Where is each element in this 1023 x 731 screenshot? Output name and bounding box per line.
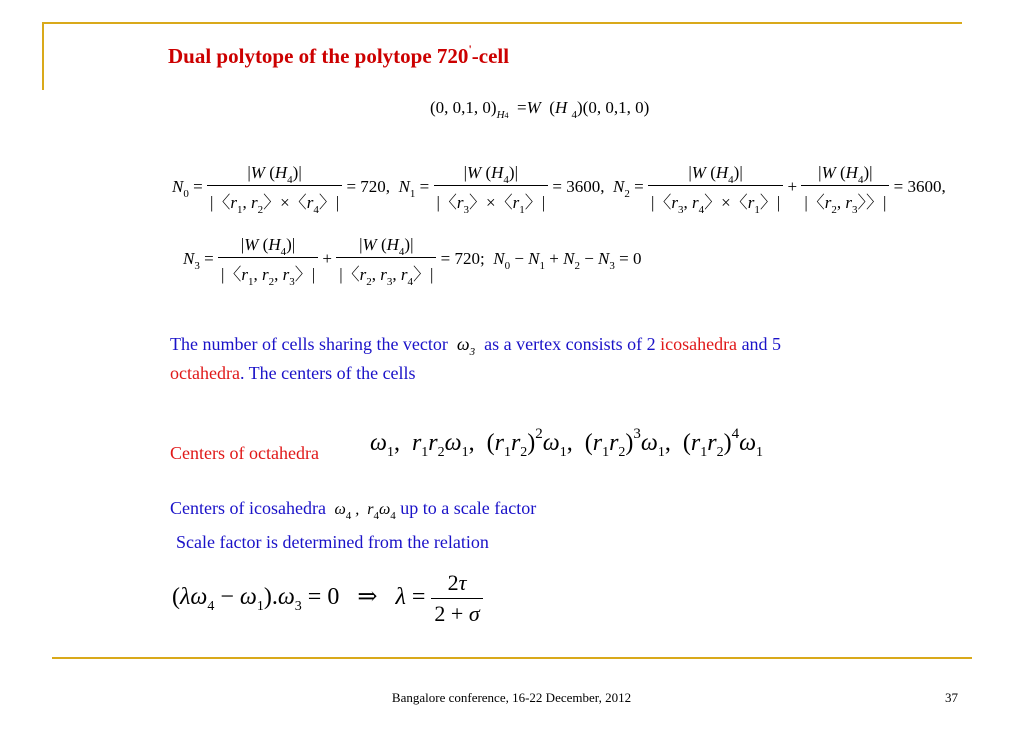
icosahedra-centers-label: Centers of icosahedra [170,498,326,518]
top-rule [42,22,962,24]
omega-subscript: 3 [469,346,476,358]
and-five: and 5 [741,334,782,354]
equation-n0-n1-n2: $N_0$ = $\frac{|W (H_4)|}{|〈r_1, r_2〉\times〈r_4〉|}$ = 720, $N_1$ = $\frac{|W (H_4)|}{|〈r_3〉\times〈r_1〉|}$ = 3600, $N_2$ = $\frac{|W (H_4)|}{|〈r_3, r_4〉\times〈r_1〉|}$ + $\frac{|W (H_4)|}{|〈r_2, r_3〉〉|}$ = 3600, [172,163,946,216]
footer-text: Bangalore conference, 16-22 December, 2012 [391,690,632,705]
octahedra-word: octahedra [170,363,240,383]
omega-symbol: ω [456,334,470,354]
page-number: 37 [945,690,958,705]
scale-relation-formula: $(\lambda\omega_4 - \omega_1).\omega_3 = 0$ ⇒ λ = $\frac{2\tau}{2 + \sigma}$ [172,570,483,627]
left-rule [42,22,44,90]
equation-n3-euler: $N_3$ = $\frac{|W (H_4)|}{|〈r_1, r_2, r_3〉|}$ + $\frac{|W (H_4)|}{|〈r_2, r_3, r_4〉|}$ = 720; $N_0 - N_1 + N_2 - N_3 = 0$ [183,235,642,288]
scale-factor-text: Scale factor is determined from the relation [176,532,489,552]
icosahedra-centers-line: Centers of icosahedra $\omega_4$ , $r_4\omega_4$ up to a scale factor [170,498,537,522]
paragraph-line2 [170,363,416,384]
paragraph-tail: . The centers of the cells [239,363,416,383]
paragraph-cells-sharing [170,334,782,358]
paragraph-part2: as a vertex consists of 2 [484,334,656,354]
equation-orbit: (0, 0,1, $0)_{H4} =W$ (H $_4$)(0, 0,1, 0) [430,98,650,121]
bottom-rule [52,657,972,659]
octahedra-centers-label: Centers of octahedra [170,443,319,463]
octahedra-centers-formula: $\omega_1$, $r_1r_2\omega_1$, $(r_1r_2)^2\omega_1$, $(r_1r_2)^3\omega_1$, $(r_1r_2)^4\omega_1$ [370,426,764,460]
title-text: Dual polytope of the polytope 720 [168,44,469,68]
title-prime: ' [468,42,472,56]
title-suffix: -cell [471,44,510,68]
paragraph-part1: The number of cells sharing the vector [170,334,448,354]
icosahedra-word: icosahedra [660,334,738,354]
icosahedra-centers-tail: up to a scale factor [400,498,537,518]
slide-title [168,44,509,69]
